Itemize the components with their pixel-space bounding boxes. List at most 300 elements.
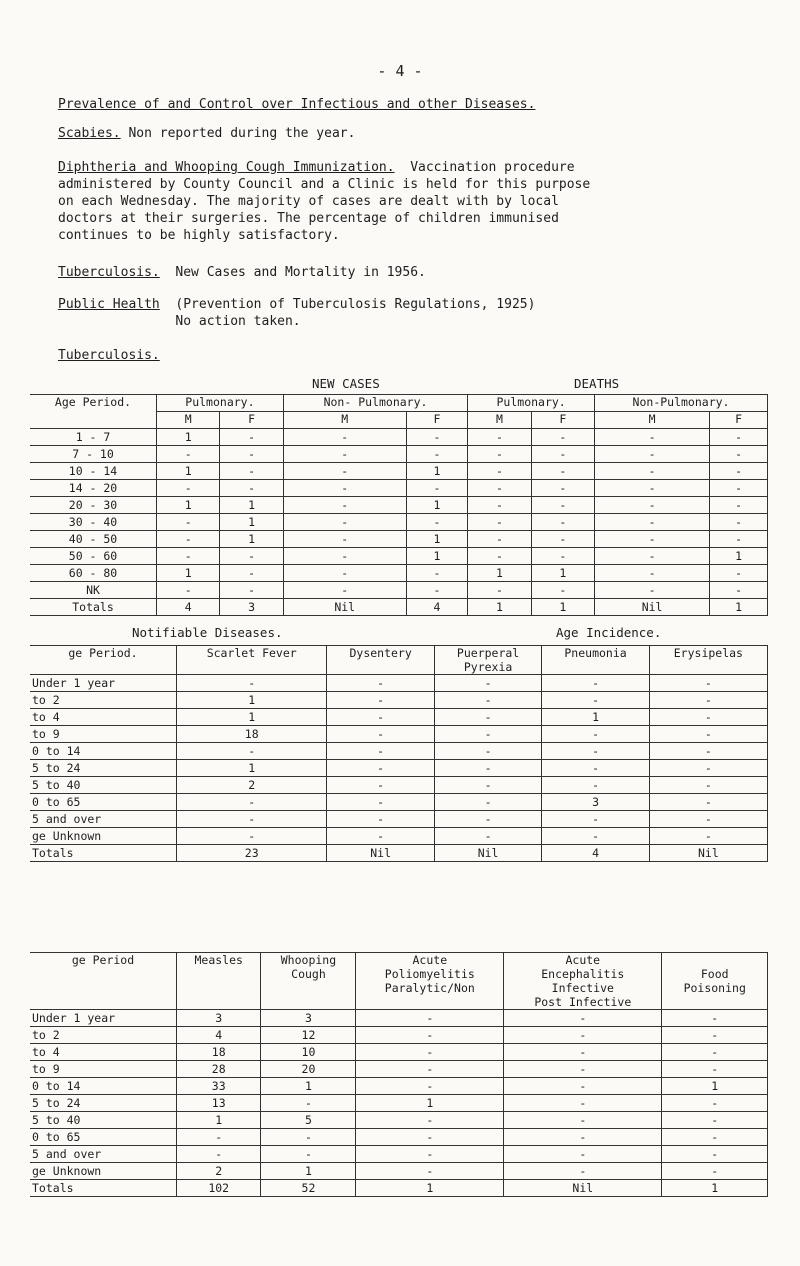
section-heading: Prevalence of and Control over Infectious and other Diseases. [58,97,536,112]
value-cell: - [283,463,406,480]
value-cell: - [542,760,649,777]
deaths-pulmonary-header: Pulmonary. [468,395,595,412]
value-cell: Nil [504,1180,662,1197]
value-cell: 5 [261,1112,356,1129]
value-cell: - [595,480,710,497]
value-cell: - [710,514,768,531]
value-cell: - [531,514,594,531]
value-cell: - [662,1010,768,1027]
value-cell: - [406,429,468,446]
new-non-pulmonary-header: Non- Pulmonary. [283,395,467,412]
value-cell: - [710,582,768,599]
value-cell: - [434,794,541,811]
value-cell: - [356,1129,504,1146]
value-cell: - [595,548,710,565]
value-cell: - [261,1095,356,1112]
value-cell: - [283,565,406,582]
value-cell: - [504,1078,662,1095]
value-cell: 52 [261,1180,356,1197]
table-row [30,1027,768,1044]
value-cell: - [468,480,531,497]
table-row [30,1061,768,1078]
age-period-cell: to 9 [30,726,177,743]
female-header: F [406,412,468,429]
value-cell: - [356,1061,504,1078]
value-cell: - [327,726,434,743]
tuberculosis-intro [58,264,778,281]
value-cell: - [662,1129,768,1146]
value-cell: - [595,497,710,514]
table-row [30,446,768,463]
value-cell: - [531,497,594,514]
age-period-cell: 5 and over [30,1146,177,1163]
age-period-header: ge Period. [30,646,177,675]
age-period-header: ge Period [30,953,177,1010]
diphtheria-line: doctors at their surgeries. The percentage of children immunised [58,211,559,226]
value-cell: - [531,446,594,463]
value-cell: - [504,1095,662,1112]
value-cell: - [434,692,541,709]
table-row [30,675,768,692]
value-cell: - [220,565,283,582]
value-cell: - [177,743,327,760]
encephalitis-label: Encephalitis [541,967,625,981]
value-cell: - [327,743,434,760]
table-row [30,1044,768,1061]
value-cell: - [710,565,768,582]
female-header: F [220,412,283,429]
value-cell: - [327,692,434,709]
value-cell: - [649,743,767,760]
paralytic-label: Paralytic/Non [384,981,475,995]
table-row [30,692,768,709]
value-cell: - [542,811,649,828]
value-cell: 1 [406,497,468,514]
age-period-cell: 5 to 40 [30,777,177,794]
value-cell: 1 [356,1095,504,1112]
public-health-label: Public Health [58,297,160,312]
value-cell: - [406,514,468,531]
value-cell: - [356,1146,504,1163]
value-cell: 1 [220,531,283,548]
value-cell: 1 [177,760,327,777]
value-cell: - [504,1044,662,1061]
value-cell: - [531,582,594,599]
diphtheria-line: continues to be highly satisfactory. [58,228,340,243]
value-cell: 1 [177,709,327,726]
value-cell: - [327,675,434,692]
value-cell: - [157,446,220,463]
value-cell: - [434,675,541,692]
value-cell: 33 [177,1078,261,1095]
value-cell: 20 [261,1061,356,1078]
female-header: F [531,412,594,429]
puerperal-pyrexia-header [434,646,541,675]
value-cell: - [504,1027,662,1044]
value-cell: 1 [542,709,649,726]
new-pulmonary-header: Pulmonary. [157,395,284,412]
public-health-text: (Prevention of Tuberculosis Regulations, 1925) [175,297,536,312]
value-cell: - [662,1163,768,1180]
value-cell: - [531,480,594,497]
value-cell: - [542,828,649,845]
age-period-cell: NK [30,582,157,599]
value-cell: Nil [649,845,767,862]
value-cell: - [662,1061,768,1078]
table-row [30,1163,768,1180]
value-cell: 1 [157,497,220,514]
value-cell: - [220,548,283,565]
diphtheria-label: Diphtheria and Whooping Cough Immunization. [58,160,395,175]
value-cell: - [595,463,710,480]
value-cell: 23 [177,845,327,862]
value-cell: - [595,446,710,463]
acute-label: Acute [565,953,601,967]
table-row [30,548,768,565]
scabies-text: Non reported during the year. [128,126,356,141]
value-cell: 1 [220,497,283,514]
age-period-cell: 50 - 60 [30,548,157,565]
erysipelas-header: Erysipelas [649,646,767,675]
male-header: M [157,412,220,429]
value-cell: 1 [177,1112,261,1129]
public-health-paragraph [58,296,778,330]
age-period-cell: 0 to 14 [30,1078,177,1095]
age-incidence-label: Age Incidence. [556,625,662,640]
value-cell: 1 [531,565,594,582]
value-cell: - [177,828,327,845]
value-cell: - [468,463,531,480]
value-cell: 4 [157,599,220,616]
poisoning-label: Poisoning [683,981,746,995]
acute-label: Acute [412,953,448,967]
new-cases-label: NEW CASES [312,376,380,391]
scabies-label: Scabies. [58,126,121,141]
value-cell: - [283,446,406,463]
value-cell: 18 [177,1044,261,1061]
table-row [30,726,768,743]
value-cell: - [356,1027,504,1044]
page-number: - 4 - [377,62,423,80]
age-period-cell: 40 - 50 [30,531,157,548]
value-cell: - [356,1078,504,1095]
value-cell: 10 [261,1044,356,1061]
value-cell: - [468,514,531,531]
age-period-cell: 5 to 40 [30,1112,177,1129]
value-cell: - [327,709,434,726]
value-cell: 3 [261,1010,356,1027]
value-cell: 1 [220,514,283,531]
diphtheria-paragraph [58,159,778,244]
value-cell: 1 [261,1163,356,1180]
age-period-header: Age Period. [30,395,157,429]
value-cell: - [261,1129,356,1146]
value-cell: - [220,429,283,446]
diphtheria-line: administered by County Council and a Clinic is held for this purpose [58,177,591,192]
measles-header: Measles [177,953,261,1010]
value-cell: Nil [327,845,434,862]
value-cell: - [434,811,541,828]
value-cell: 1 [531,599,594,616]
value-cell: 102 [177,1180,261,1197]
age-period-cell: ge Unknown [30,828,177,845]
age-period-cell: to 4 [30,709,177,726]
value-cell: - [710,463,768,480]
value-cell: - [468,429,531,446]
value-cell: - [220,480,283,497]
value-cell: 1 [157,463,220,480]
value-cell: - [177,811,327,828]
value-cell: - [468,531,531,548]
value-cell: - [157,582,220,599]
table-row [30,1112,768,1129]
table-row [30,811,768,828]
public-health-action: No action taken. [175,314,301,329]
age-period-cell: to 2 [30,692,177,709]
value-cell: - [504,1112,662,1129]
value-cell: - [649,675,767,692]
value-cell: - [220,582,283,599]
whooping-cough-header [261,953,356,1010]
value-cell: - [283,514,406,531]
value-cell: - [649,726,767,743]
value-cell: - [261,1146,356,1163]
table-row [30,429,768,446]
value-cell: - [595,531,710,548]
value-cell: - [177,1146,261,1163]
value-cell: - [595,514,710,531]
value-cell: 3 [220,599,283,616]
table-row [30,828,768,845]
table-row [30,709,768,726]
puerperal-label: Puerperal [456,646,520,660]
totals-row [30,845,768,862]
dysentery-header: Dysentery [327,646,434,675]
value-cell: - [177,1129,261,1146]
pyrexia-label: Pyrexia [463,660,513,674]
value-cell: - [649,811,767,828]
value-cell: - [649,760,767,777]
age-period-cell: 0 to 14 [30,743,177,760]
age-period-cell: Under 1 year [30,675,177,692]
age-period-cell: Totals [30,845,177,862]
value-cell: 1 [710,548,768,565]
table-row [30,1146,768,1163]
value-cell: - [434,709,541,726]
age-period-cell: 5 and over [30,811,177,828]
scarlet-fever-header: Scarlet Fever [177,646,327,675]
value-cell: 1 [662,1078,768,1095]
age-period-cell: Totals [30,1180,177,1197]
table-row [30,1078,768,1095]
value-cell: - [327,777,434,794]
age-period-cell: 20 - 30 [30,497,157,514]
value-cell: - [327,828,434,845]
value-cell: - [468,548,531,565]
value-cell: 4 [542,845,649,862]
value-cell: 4 [406,599,468,616]
value-cell: - [504,1010,662,1027]
value-cell: - [434,743,541,760]
value-cell: - [710,429,768,446]
male-header: M [595,412,710,429]
value-cell: 1 [662,1180,768,1197]
age-period-cell: 0 to 65 [30,1129,177,1146]
age-period-cell: ge Unknown [30,1163,177,1180]
age-period-cell: Totals [30,599,157,616]
male-header: M [468,412,531,429]
value-cell: 2 [177,777,327,794]
value-cell: - [595,565,710,582]
table-row [30,794,768,811]
poliomyelitis-header [356,953,504,1010]
value-cell: - [542,726,649,743]
notifiable-diseases-table [30,645,768,862]
totals-row [30,1180,768,1197]
female-header: F [710,412,768,429]
value-cell: - [662,1095,768,1112]
deaths-non-pulmonary-header: Non-Pulmonary. [595,395,768,412]
table-row [30,1010,768,1027]
value-cell: - [283,480,406,497]
age-period-cell: 7 - 10 [30,446,157,463]
value-cell: - [220,463,283,480]
age-period-cell: to 2 [30,1027,177,1044]
value-cell: 28 [177,1061,261,1078]
value-cell: Nil [595,599,710,616]
value-cell: - [406,446,468,463]
value-cell: - [542,777,649,794]
value-cell: - [283,429,406,446]
notifiable-diseases-label: Notifiable Diseases. [132,625,283,640]
value-cell: - [649,777,767,794]
value-cell: Nil [283,599,406,616]
value-cell: - [220,446,283,463]
value-cell: - [531,429,594,446]
table-row [30,1129,768,1146]
value-cell: - [710,497,768,514]
value-cell: - [434,777,541,794]
value-cell: - [504,1163,662,1180]
value-cell: - [468,497,531,514]
value-cell: - [356,1044,504,1061]
value-cell: 1 [468,565,531,582]
value-cell: - [595,582,710,599]
value-cell: - [177,675,327,692]
whooping-label: Whooping [280,953,337,967]
value-cell: - [406,480,468,497]
table-row [30,1095,768,1112]
value-cell: 1 [406,531,468,548]
value-cell: - [283,582,406,599]
value-cell: - [434,828,541,845]
table-row [30,565,768,582]
value-cell: - [157,531,220,548]
value-cell: - [504,1146,662,1163]
value-cell: - [356,1112,504,1129]
value-cell: - [710,531,768,548]
value-cell: 1 [356,1180,504,1197]
age-period-cell: 5 to 24 [30,760,177,777]
value-cell: 1 [261,1078,356,1095]
table-row [30,514,768,531]
value-cell: 1 [157,429,220,446]
age-period-cell: 14 - 20 [30,480,157,497]
value-cell: - [283,531,406,548]
value-cell: - [649,828,767,845]
value-cell: - [649,709,767,726]
value-cell: - [157,480,220,497]
table-row [30,497,768,514]
post-infective-label: Post Infective [534,995,632,1009]
value-cell: - [356,1163,504,1180]
value-cell: 4 [177,1027,261,1044]
scabies-paragraph [58,125,778,142]
food-poisoning-header [662,953,768,1010]
table-row [30,463,768,480]
value-cell: 1 [468,599,531,616]
value-cell: Nil [434,845,541,862]
value-cell: - [662,1146,768,1163]
value-cell: 18 [177,726,327,743]
diphtheria-line: Vaccination procedure [410,160,575,175]
value-cell: - [542,692,649,709]
male-header: M [283,412,406,429]
value-cell: - [434,726,541,743]
value-cell: - [327,794,434,811]
value-cell: - [710,446,768,463]
value-cell: - [595,429,710,446]
value-cell: - [504,1061,662,1078]
value-cell: - [406,565,468,582]
value-cell: - [468,582,531,599]
value-cell: 12 [261,1027,356,1044]
infectious-diseases-table [30,952,768,1197]
value-cell: 1 [157,565,220,582]
diphtheria-line: on each Wednesday. The majority of cases are dealt with by local [58,194,559,209]
value-cell: - [327,811,434,828]
value-cell: 3 [177,1010,261,1027]
value-cell: - [406,582,468,599]
value-cell: - [531,548,594,565]
value-cell: - [177,794,327,811]
value-cell: - [531,463,594,480]
value-cell: - [649,794,767,811]
poliomyelitis-label: Poliomyelitis [384,967,475,981]
tuberculosis-intro-text: New Cases and Mortality in 1956. [175,265,426,280]
value-cell: - [356,1010,504,1027]
table-row [30,480,768,497]
infective-label: Infective [551,981,614,995]
value-cell: - [649,692,767,709]
age-period-cell: 10 - 14 [30,463,157,480]
value-cell: - [662,1112,768,1129]
age-period-cell: to 4 [30,1044,177,1061]
value-cell: - [662,1027,768,1044]
value-cell: - [542,743,649,760]
table-row [30,777,768,794]
food-label: Food [700,967,729,981]
value-cell: - [157,514,220,531]
value-cell: 2 [177,1163,261,1180]
value-cell: - [542,675,649,692]
age-period-cell: 60 - 80 [30,565,157,582]
age-period-cell: 30 - 40 [30,514,157,531]
value-cell: 1 [406,548,468,565]
age-period-cell: 0 to 65 [30,794,177,811]
totals-row [30,599,768,616]
table-row [30,743,768,760]
